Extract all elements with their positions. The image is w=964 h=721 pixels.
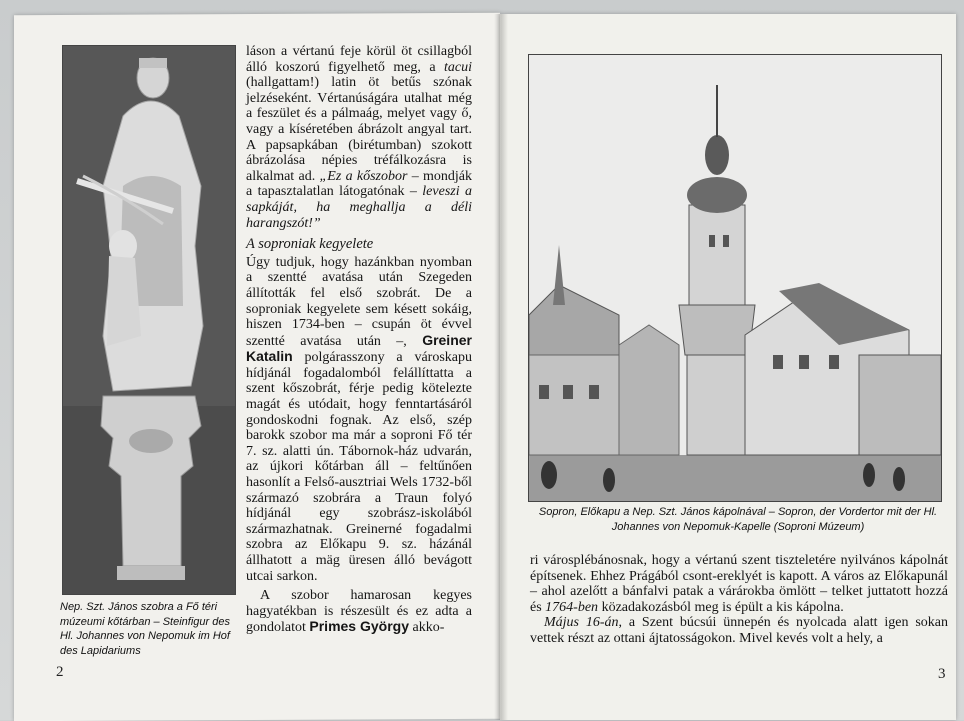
- right-paragraph-2: Május 16-án, a Szent búcsúi ünnepén és nyolcada alatt igen sokan vettek részt az ottani ájtatosságokon. Mivel kevés volt a hely, a: [530, 615, 948, 646]
- section-heading: A soproniak kegyelete: [246, 236, 374, 253]
- left-paragraph-2: Úgy tudjuk, hogy hazánkban nyomban a szentté avatása után Szegeden állították fel első szobrát. De a soproniak kegyelete sem késett sokáig, hiszen 1734-ben – csupán öt évvel szentté avatása után –, Greiner Katalin polgárasszony a városkapu hídjánál fogadalomból felállíttatta a szent kőszobrát, férje pedig kötelezte magát és utódait, hogy fenntartásáról gondoskodni fognak. Az első, szép barokk szobor ma már a soproni Fő tér 7. sz. alatti ún. Tábornok-ház udvarán, az újkori kőtárban áll – feltűnően hasonlít a Felső-ausztriai Wels 1732-ből származó szobrára a Traun folyó hídjánál egy szobrász-iskolából származhatnak. Greinerné fogadalmi szobra az Előkapu 9. sz. házánál állhatott a mäg üresen álló bevágott utcai sarkon.: [246, 254, 472, 584]
- statue-photo: [62, 45, 236, 595]
- left-paragraph-1: láson a vértanú feje körül öt csillagból álló koszorú figyelhető meg, a tacui (hallgattam!) latin öt betűs szónak jelzéseként. Vértanúságára utalhat még a feszület és a pálmaág, melyet vagy ő, vagy a kíséretében ábrázolt angyal tart. A papsapkában (birétumban) szokott ábrázolása népies tréfálkozásra is alkalmat ad. „Ez a kőszobor – mondják a tapasztalatlan látogatónak – leveszi a sapkáját, ha meghallja a déli harangszót!”: [246, 44, 472, 231]
- page-number-left: 2: [56, 664, 64, 680]
- book-gutter: [494, 14, 508, 720]
- statue-illustration: [63, 46, 235, 594]
- page-number-right: 3: [938, 666, 946, 682]
- sopron-photo: [528, 54, 942, 502]
- right-paragraph-1: ri városplébánosnak, hogy a vértanú szent tiszteletére nyilvános kápolnát építsenek. Ehhez Prágából csont-ereklyét is kapott. A város az Előkapunál – ahol azelőtt a bánfalvi patak a várárokba ömlött – telket juttatott hozzá és 1764-ben közadakozásból meg is épült a kis kápolna.: [530, 553, 948, 615]
- right-photo-caption: Sopron, Előkapu a Nep. Szt. János kápolnával – Sopron, der Vordertor mit der Hl. Johannes von Nepomuk-Kapelle (Soproni Múzeum): [538, 506, 938, 533]
- right-text-column: [530, 553, 948, 647]
- left-photo-caption: Nep. Szt. János szobra a Fő téri múzeumi kőtárban – Steinfigur des Hl. Johannes von Nepomuk im Hof des Lapidariums: [60, 601, 230, 657]
- left-paragraph-3: A szobor hamarosan kegyes hagyatékban is részesült és ez adta a gondolatot Primes György akko-: [246, 588, 472, 636]
- left-text-column: [246, 44, 472, 636]
- sopron-illustration: [529, 55, 941, 501]
